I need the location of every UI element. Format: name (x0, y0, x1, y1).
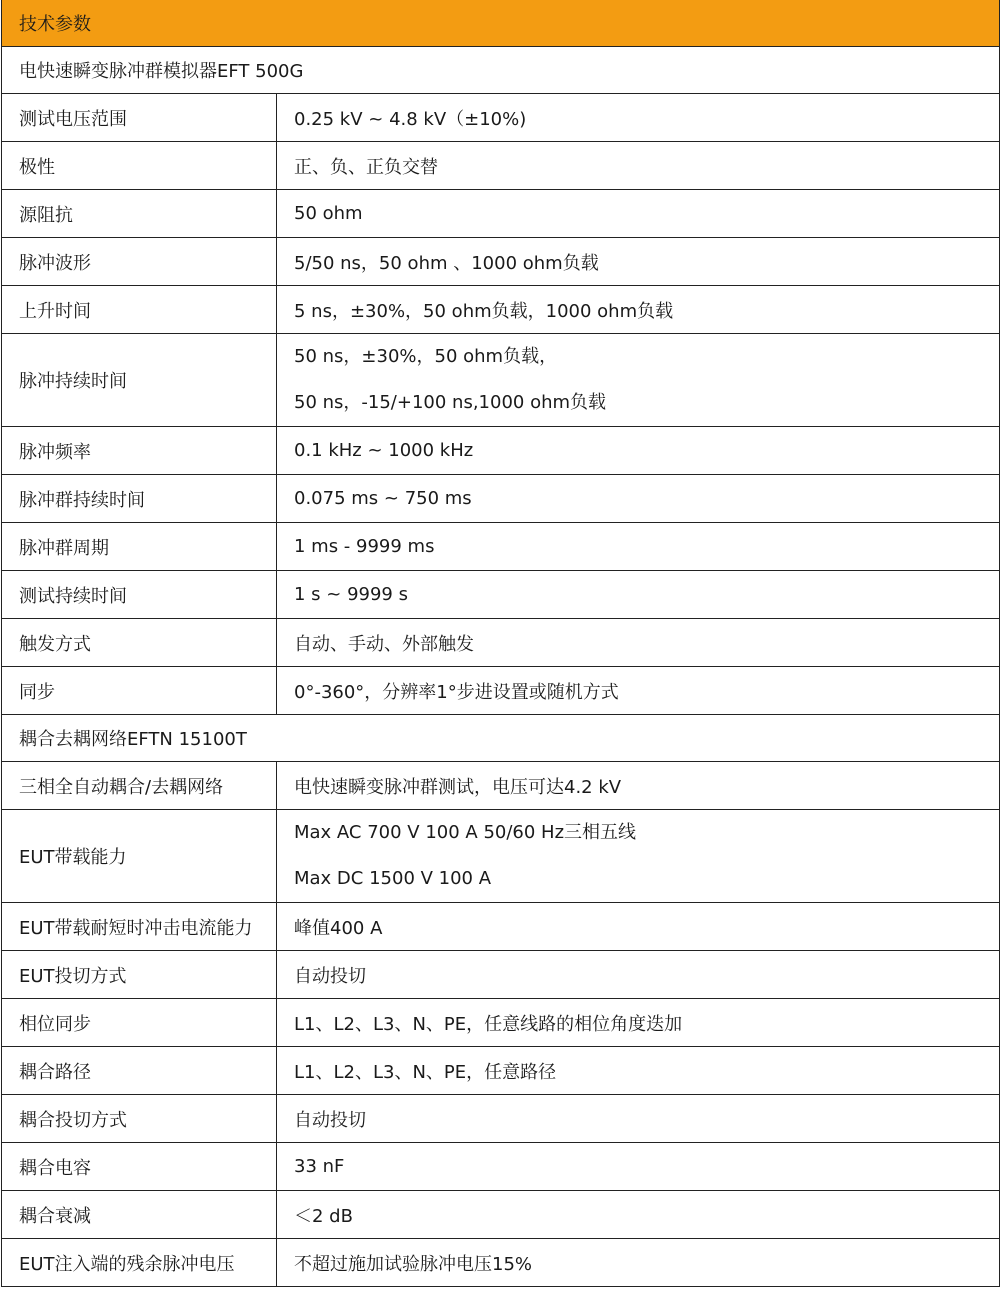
param-value-line: 1 s ~ 9999 s (294, 584, 408, 605)
param-label: 测试持续时间 (2, 571, 277, 619)
param-value (277, 762, 1000, 810)
table-row (2, 1095, 1000, 1143)
param-value (277, 1095, 1000, 1143)
param-value (277, 999, 1000, 1047)
param-value-line: 电快速瞬变脉冲群测试，电压可达4.2 kV (294, 776, 622, 798)
param-value-line: 50 ohm (294, 203, 363, 224)
param-value-line: 0.1 kHz ~ 1000 kHz (294, 440, 474, 461)
param-label: 脉冲频率 (2, 427, 277, 475)
param-value-line: ＜2 dB (294, 1205, 353, 1227)
table-row (2, 619, 1000, 667)
param-label: 相位同步 (2, 999, 277, 1047)
param-value (277, 142, 1000, 190)
param-value (277, 951, 1000, 999)
param-value (277, 810, 1000, 903)
param-value (277, 903, 1000, 951)
param-value-line: 50 ns，-15/+100 ns,1000 ohm负载 (294, 392, 607, 413)
param-label: 耦合路径 (2, 1047, 277, 1095)
section-header-row (2, 47, 1000, 94)
param-value-line: 0.25 kV ~ 4.8 kV（±10%) (294, 108, 527, 130)
param-label: 三相全自动耦合/去耦网络 (2, 762, 277, 810)
param-label: 耦合投切方式 (2, 1095, 277, 1143)
table-row (2, 667, 1000, 715)
param-value-line: 正、负、正负交替 (294, 156, 438, 178)
param-value-line: 自动、手动、外部触发 (294, 633, 474, 655)
param-value-line: 自动投切 (294, 1109, 366, 1131)
param-label: 耦合衰减 (2, 1191, 277, 1239)
param-value (277, 475, 1000, 523)
param-value-line: 33 nF (294, 1156, 345, 1177)
param-value (277, 334, 1000, 427)
param-label: EUT投切方式 (2, 951, 277, 999)
param-value-line: 0°-360°，分辨率1°步进设置或随机方式 (294, 681, 619, 703)
table-row (2, 238, 1000, 286)
param-value-line: Max AC 700 V 100 A 50/60 Hz三相五线 (294, 822, 637, 843)
param-label: 脉冲波形 (2, 238, 277, 286)
param-value-line: 50 ns，±30%，50 ohm负载， (294, 346, 558, 367)
param-label: 同步 (2, 667, 277, 715)
table-row (2, 475, 1000, 523)
param-value-line: Max DC 1500 V 100 A (294, 868, 492, 889)
param-value-line: L1、L2、L3、N、PE，任意路径 (294, 1061, 557, 1083)
param-value (277, 286, 1000, 334)
param-label: 测试电压范围 (2, 94, 277, 142)
table-row (2, 523, 1000, 571)
spec-table (1, 0, 1000, 1287)
table-row (2, 1191, 1000, 1239)
table-row (2, 142, 1000, 190)
param-value (277, 571, 1000, 619)
param-value (277, 1143, 1000, 1191)
param-label: 脉冲持续时间 (2, 334, 277, 427)
table-row (2, 951, 1000, 999)
table-header-row (2, 0, 1000, 47)
table-row (2, 1143, 1000, 1191)
param-value (277, 238, 1000, 286)
param-value (277, 667, 1000, 715)
param-value (277, 190, 1000, 238)
table-row (2, 427, 1000, 475)
table-title: 技术参数 (2, 0, 1000, 47)
table-row (2, 286, 1000, 334)
table-row (2, 190, 1000, 238)
param-value-line: 峰值400 A (294, 917, 383, 939)
table-row (2, 1047, 1000, 1095)
param-value-line: 5/50 ns，50 ohm 、1000 ohm负载 (294, 252, 599, 274)
table-row (2, 903, 1000, 951)
param-value-line: L1、L2、L3、N、PE，任意线路的相位角度迭加 (294, 1013, 683, 1035)
param-label: 极性 (2, 142, 277, 190)
param-label: EUT带载耐短时冲击电流能力 (2, 903, 277, 951)
param-value (277, 427, 1000, 475)
param-value-line: 不超过施加试验脉冲电压15% (294, 1253, 533, 1275)
table-row (2, 999, 1000, 1047)
table-row (2, 1239, 1000, 1287)
param-value-line: 1 ms - 9999 ms (294, 536, 435, 557)
table-row (2, 94, 1000, 142)
section-title: 电快速瞬变脉冲群模拟器EFT 500G (2, 47, 1000, 94)
param-label: EUT注入端的残余脉冲电压 (2, 1239, 277, 1287)
param-label: 触发方式 (2, 619, 277, 667)
param-value (277, 523, 1000, 571)
section-title: 耦合去耦网络EFTN 15100T (2, 715, 1000, 762)
table-row (2, 334, 1000, 427)
param-value-line: 自动投切 (294, 965, 366, 987)
table-row (2, 810, 1000, 903)
param-label: 脉冲群持续时间 (2, 475, 277, 523)
section-header-row (2, 715, 1000, 762)
param-value (277, 1191, 1000, 1239)
param-value (277, 619, 1000, 667)
param-value (277, 1239, 1000, 1287)
param-label: 耦合电容 (2, 1143, 277, 1191)
param-value (277, 1047, 1000, 1095)
param-label: 源阻抗 (2, 190, 277, 238)
param-label: 上升时间 (2, 286, 277, 334)
param-value (277, 94, 1000, 142)
param-label: 脉冲群周期 (2, 523, 277, 571)
param-value-line: 5 ns，±30%，50 ohm负载，1000 ohm负载 (294, 300, 674, 322)
table-row (2, 762, 1000, 810)
table-row (2, 571, 1000, 619)
param-value-line: 0.075 ms ~ 750 ms (294, 488, 472, 509)
param-label: EUT带载能力 (2, 810, 277, 903)
